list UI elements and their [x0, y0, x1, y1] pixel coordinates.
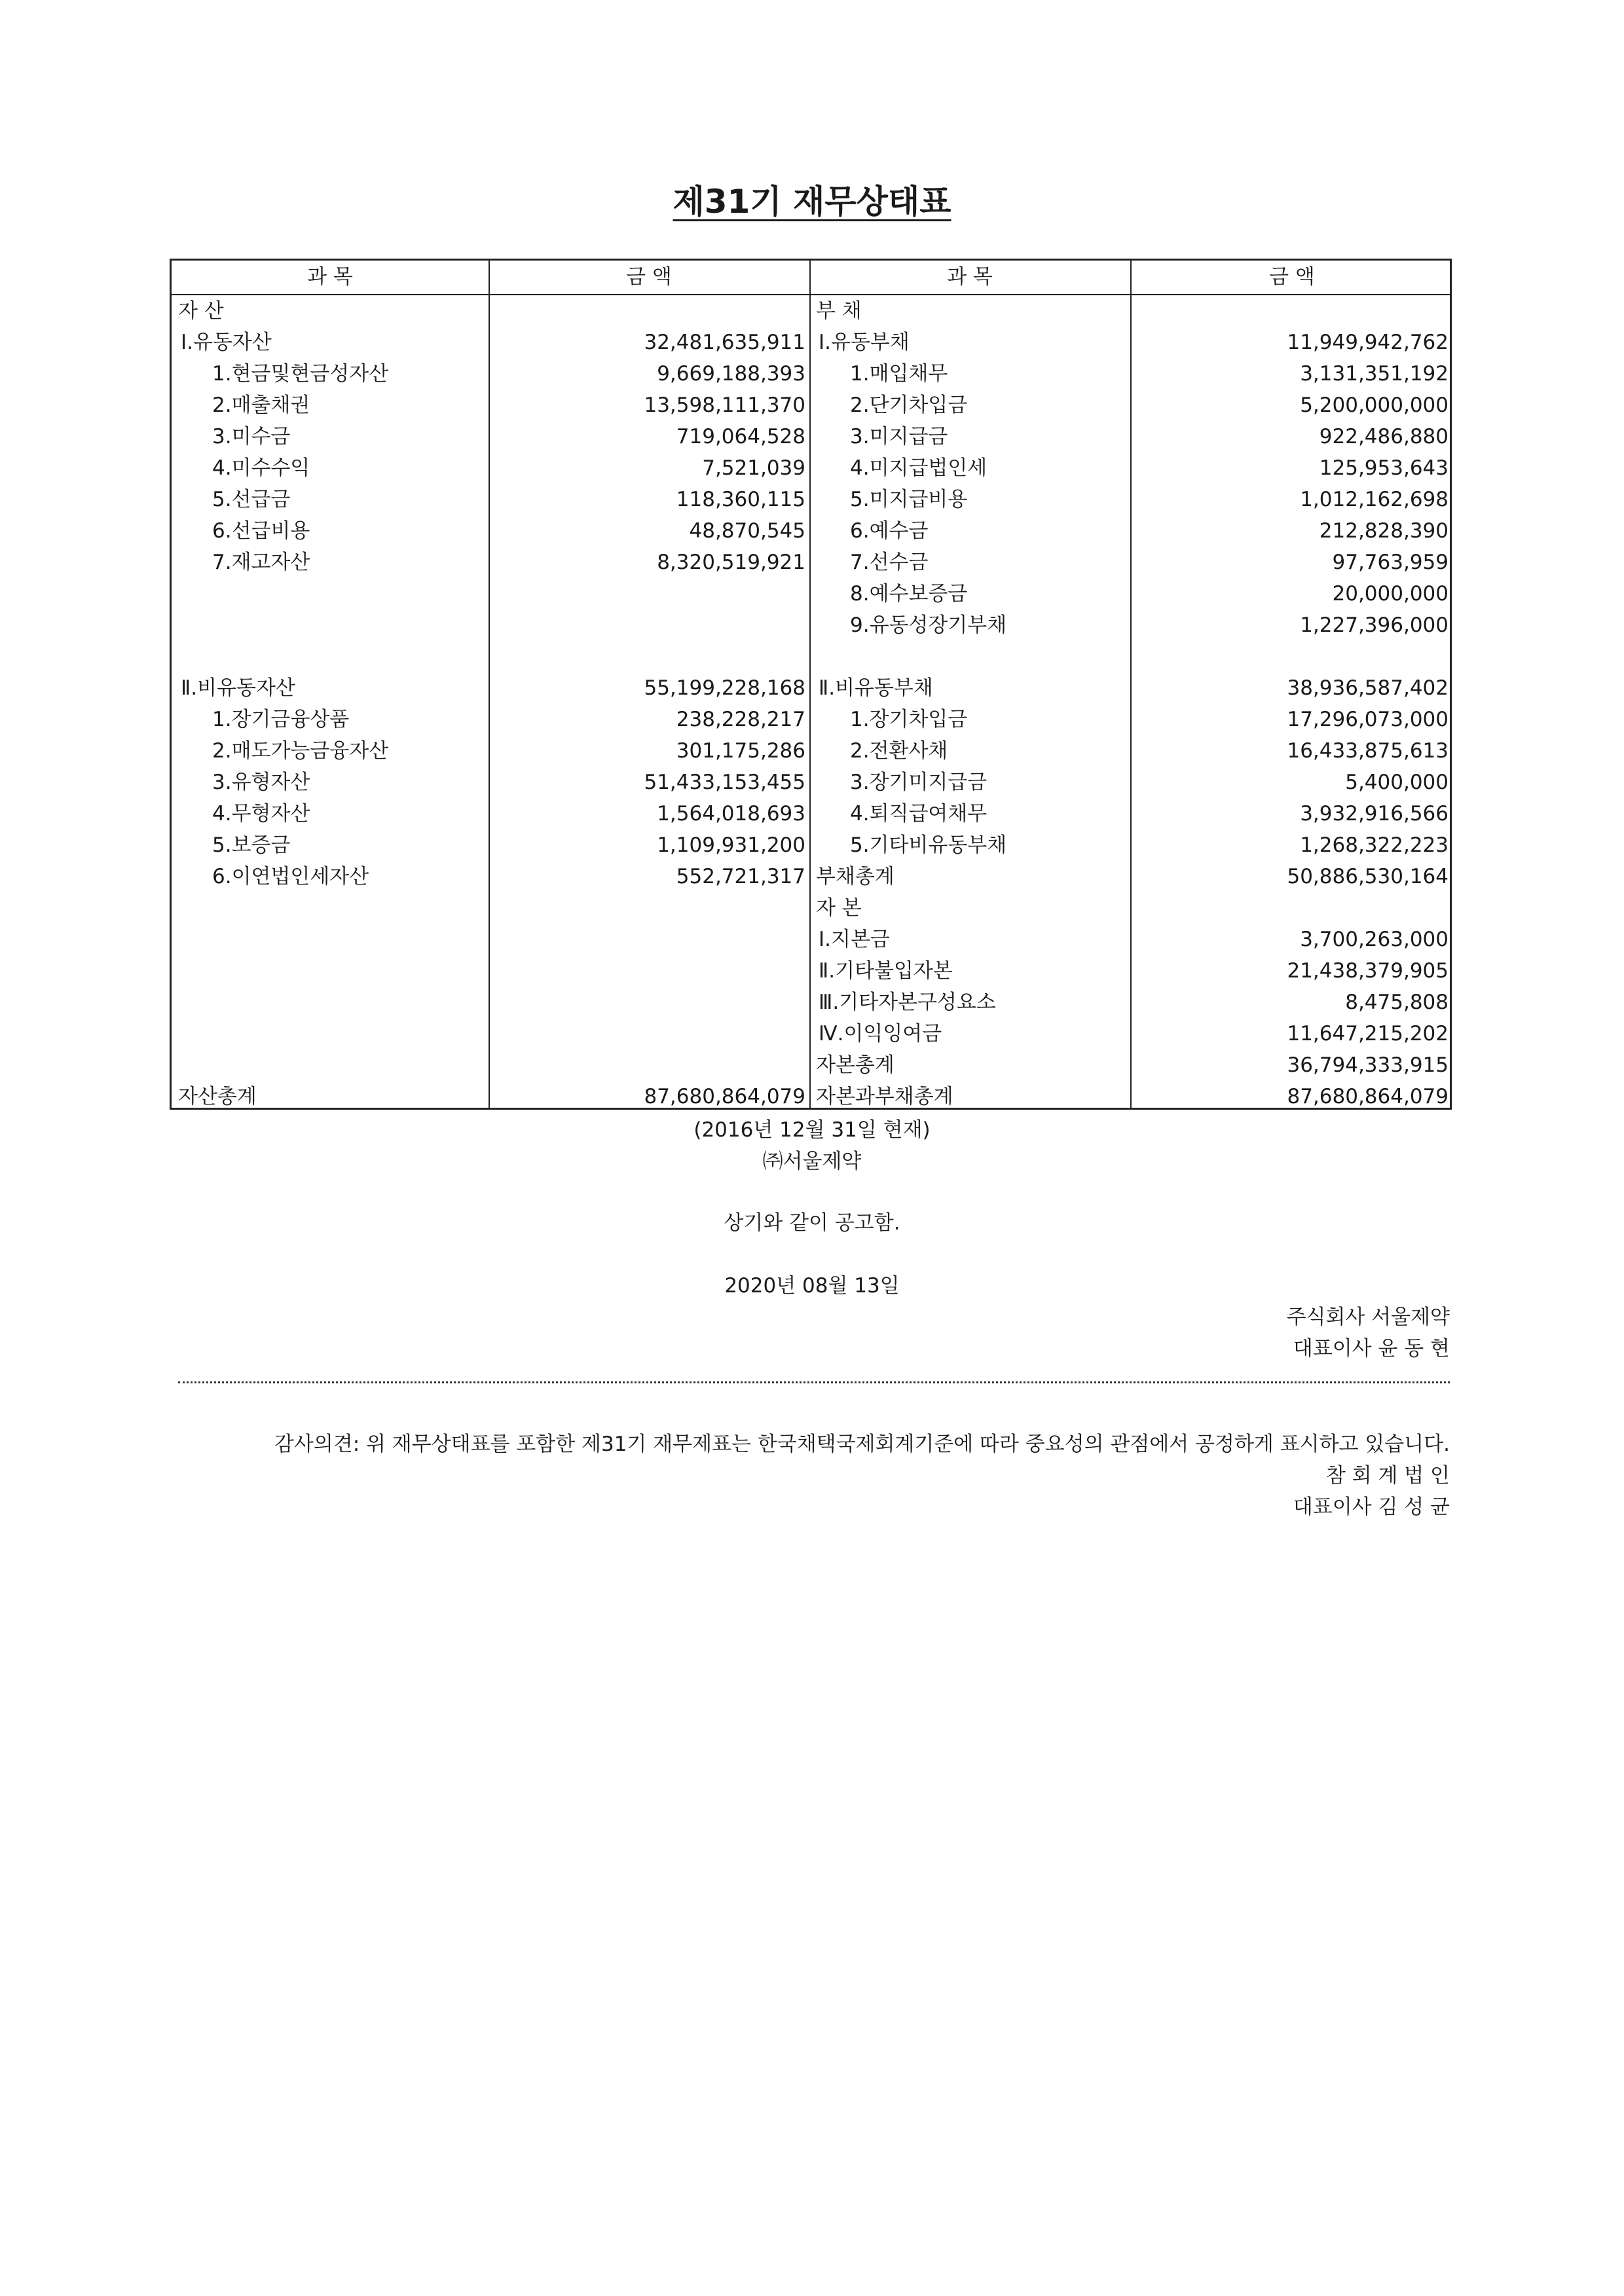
- right-item-amount: 8,475,808: [1345, 991, 1449, 1014]
- left-item-label: 자 산: [178, 299, 224, 323]
- right-item-label: 2.전환사채: [850, 739, 948, 763]
- right-item-label: 8.예수보증금: [850, 582, 968, 606]
- company-short-name: ㈜서울제약: [762, 1150, 862, 1173]
- left-item-label: [172, 924, 489, 955]
- left-item-label: 3.유형자산: [212, 771, 310, 794]
- right-item-label: Ⅲ.기타자본구성요소: [819, 991, 996, 1014]
- right-item-amount: 38,936,587,402: [1287, 676, 1449, 700]
- right-item-amount: 97,763,959: [1332, 551, 1449, 574]
- right-item-amount: 50,886,530,164: [1287, 865, 1449, 888]
- left-item-amount: [489, 1049, 805, 1081]
- left-item-label: 4.미수수익: [212, 456, 310, 480]
- left-item-amount: [489, 610, 805, 641]
- left-item-amount: [489, 641, 805, 672]
- right-item-label: Ⅱ.비유동부채: [819, 676, 933, 700]
- right-item-label: 자본총계: [816, 1053, 895, 1077]
- right-item-amount: 17,296,073,000: [1287, 708, 1449, 731]
- left-item-label: 6.이연법인세자산: [212, 865, 369, 888]
- left-item-label: 4.무형자산: [212, 802, 310, 826]
- left-item-amount: 87,680,864,079: [644, 1085, 805, 1108]
- left-item-label: 2.매출채권: [212, 393, 310, 417]
- left-item-label: [172, 641, 489, 672]
- left-item-label: [172, 578, 489, 610]
- right-item-amount: 212,828,390: [1319, 519, 1449, 543]
- left-item-amount: 9,669,188,393: [657, 362, 805, 386]
- right-item-label: [809, 641, 1130, 672]
- right-item-amount: 21,438,379,905: [1287, 959, 1449, 983]
- right-item-label: 1.장기차입금: [850, 708, 968, 731]
- right-item-label: 부 채: [816, 299, 862, 323]
- right-item-amount: 11,949,942,762: [1287, 331, 1449, 354]
- header-left-amount: 금 액: [626, 265, 672, 289]
- left-item-label: [172, 1049, 489, 1081]
- right-item-amount: 3,932,916,566: [1300, 802, 1449, 826]
- left-item-label: [172, 892, 489, 924]
- right-item-amount: 20,000,000: [1332, 582, 1449, 606]
- left-item-amount: 8,320,519,921: [657, 551, 805, 574]
- left-item-label: [172, 610, 489, 641]
- left-item-label: 6.선급비용: [212, 519, 310, 543]
- right-item-label: 5.미지급비용: [850, 488, 968, 511]
- left-item-amount: [489, 924, 805, 955]
- left-item-amount: 32,481,635,911: [644, 331, 805, 354]
- document-title-text: 제31기 재무상태표: [673, 183, 951, 221]
- right-item-label: 6.예수금: [850, 519, 929, 543]
- left-item-amount: 55,199,228,168: [644, 676, 805, 700]
- right-item-amount: 11,647,215,202: [1287, 1022, 1449, 1046]
- left-item-amount: [489, 1018, 805, 1049]
- left-item-label: 5.선급금: [212, 488, 291, 511]
- right-item-amount: 3,131,351,192: [1300, 362, 1449, 386]
- left-item-amount: 48,870,545: [689, 519, 805, 543]
- left-item-amount: 118,360,115: [676, 488, 805, 511]
- left-item-label: 3.미수금: [212, 425, 291, 448]
- right-item-label: 3.미지급금: [850, 425, 948, 448]
- auditor-ceo: 대표이사 김 성 균: [1293, 1495, 1450, 1519]
- right-item-amount: 1,268,322,223: [1300, 833, 1449, 857]
- balance-sheet-table: [170, 259, 1452, 1110]
- right-item-amount: 36,794,333,915: [1287, 1053, 1449, 1077]
- header-right-amount: 금 액: [1269, 265, 1315, 289]
- right-item-amount: 5,200,000,000: [1300, 393, 1449, 417]
- right-item-amount: 1,012,162,698: [1300, 488, 1449, 511]
- company-full-name: 주식회사 서울제약: [1286, 1305, 1450, 1329]
- right-item-label: 3.장기미지급금: [850, 771, 987, 794]
- left-item-amount: 7,521,039: [702, 456, 805, 480]
- left-item-label: 1.장기금융상품: [212, 708, 350, 731]
- notice-date: 2020년 08월 13일: [724, 1274, 900, 1298]
- right-item-amount: [1130, 892, 1449, 924]
- right-item-label: 7.선수금: [850, 551, 929, 574]
- left-item-label: 자산총계: [178, 1085, 257, 1108]
- left-item-label: 2.매도가능금융자산: [212, 739, 389, 763]
- as-of-date: (2016년 12월 31일 현재): [693, 1118, 931, 1142]
- left-item-amount: [489, 295, 805, 327]
- right-item-amount: 922,486,880: [1319, 425, 1449, 448]
- right-item-amount: 16,433,875,613: [1287, 739, 1449, 763]
- left-item-amount: [489, 578, 805, 610]
- header-left-item: 과 목: [307, 265, 353, 289]
- right-item-label: 1.매입채무: [850, 362, 948, 386]
- right-item-label: 자본과부채총계: [816, 1085, 953, 1108]
- left-item-label: [172, 987, 489, 1018]
- left-item-amount: [489, 955, 805, 987]
- right-item-amount: [1130, 295, 1449, 327]
- right-item-label: 5.기타비유동부채: [850, 833, 1007, 857]
- ceo-name: 대표이사 윤 동 현: [1293, 1337, 1450, 1360]
- audit-opinion: 감사의견: 위 재무상태표를 포함한 제31기 재무제표는 한국채택국제회계기준에 따라 중요성의 관점에서 공정하게 표시하고 있습니다.: [274, 1432, 1450, 1456]
- left-item-amount: 51,433,153,455: [644, 771, 805, 794]
- right-item-label: Ⅳ.이익잉여금: [819, 1022, 942, 1046]
- right-item-amount: 125,953,643: [1319, 456, 1449, 480]
- right-item-amount: [1130, 641, 1449, 672]
- left-item-amount: 552,721,317: [676, 865, 805, 888]
- right-item-amount: 3,700,263,000: [1300, 928, 1449, 951]
- left-item-label: 7.재고자산: [212, 551, 310, 574]
- right-item-amount: 1,227,396,000: [1300, 613, 1449, 637]
- left-item-label: Ⅱ.비유동자산: [181, 676, 295, 700]
- public-notice: 상기와 같이 공고함.: [724, 1211, 900, 1235]
- right-item-label: Ⅰ.지본금: [819, 928, 890, 951]
- right-item-label: 4.미지급법인세: [850, 456, 987, 480]
- left-item-amount: 1,109,931,200: [657, 833, 805, 857]
- left-item-amount: 1,564,018,693: [657, 802, 805, 826]
- right-item-label: Ⅰ.유동부채: [819, 331, 910, 354]
- right-item-label: 자 본: [816, 896, 862, 920]
- left-item-label: [172, 955, 489, 987]
- right-item-label: 9.유동성장기부채: [850, 613, 1007, 637]
- document-title: [0, 175, 1624, 223]
- auditor-firm: 참 회 계 법 인: [1325, 1464, 1450, 1487]
- left-item-amount: 238,228,217: [676, 708, 805, 731]
- left-item-amount: [489, 892, 805, 924]
- dotted-separator: [178, 1381, 1450, 1383]
- left-item-label: 5.보증금: [212, 833, 291, 857]
- right-item-label: 부채총계: [816, 865, 895, 888]
- right-item-label: 2.단기차입금: [850, 393, 968, 417]
- right-item-amount: 5,400,000: [1345, 771, 1449, 794]
- header-right-item: 과 목: [947, 265, 993, 289]
- left-item-amount: 301,175,286: [676, 739, 805, 763]
- left-item-label: [172, 1018, 489, 1049]
- left-item-amount: [489, 987, 805, 1018]
- right-item-amount: 87,680,864,079: [1287, 1085, 1449, 1108]
- right-item-label: Ⅱ.기타불입자본: [819, 959, 953, 983]
- left-item-label: Ⅰ.유동자산: [181, 331, 272, 354]
- left-item-label: 1.현금및현금성자산: [212, 362, 389, 386]
- left-item-amount: 13,598,111,370: [644, 393, 805, 417]
- right-item-label: 4.퇴직급여채무: [850, 802, 987, 826]
- left-item-amount: 719,064,528: [676, 425, 805, 448]
